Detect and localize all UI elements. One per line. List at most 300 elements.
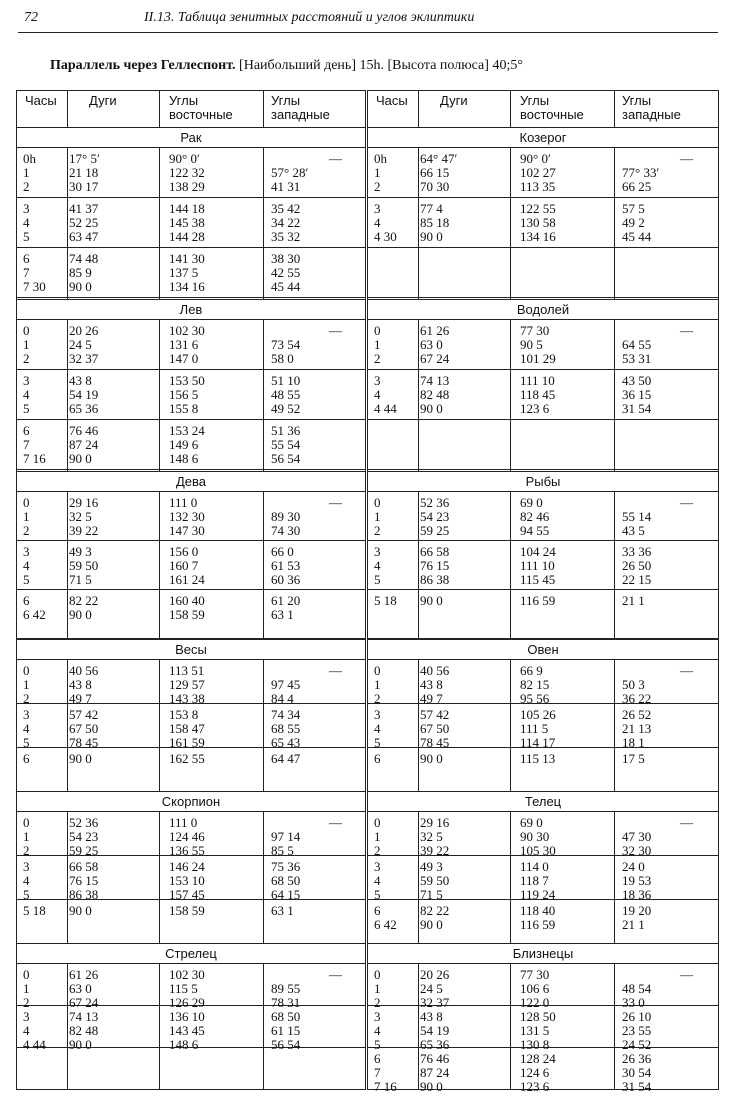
east-angle-cell: 158 59 [169, 607, 205, 622]
hour-cell: 2 [374, 691, 381, 706]
arc-cell: 59 25 [420, 523, 450, 538]
east-angle-cell: 119 24 [520, 887, 556, 902]
col-east [520, 94, 584, 122]
hour-cell: 2 [374, 843, 381, 858]
table-row [17, 860, 365, 874]
table-row [17, 968, 365, 982]
east-angle-cell: 95 56 [520, 691, 550, 706]
table-row [368, 352, 718, 366]
col-west-line1: Углы [622, 93, 652, 108]
arc-cell: 82 22 [420, 903, 450, 918]
east-angle-cell: 111 10 [520, 373, 555, 388]
hour-cell: 3 [374, 201, 381, 216]
east-angle-cell: 111 10 [520, 558, 555, 573]
hour-cell: 5 [374, 735, 381, 750]
west-angle-cell: 17 5 [622, 751, 645, 766]
west-angle-cell: 77° 33′ [622, 165, 660, 180]
hour-cell: 4 [374, 1023, 381, 1038]
col-west [271, 94, 330, 122]
row-group [368, 148, 718, 198]
arc-cell: 29 16 [69, 495, 99, 510]
table-row [17, 180, 365, 194]
arc-cell: 90 0 [69, 451, 92, 466]
table-row [17, 496, 365, 510]
west-angle-cell: 65 43 [271, 735, 301, 750]
arc-cell: 49 3 [420, 859, 443, 874]
hour-cell: 5 [374, 887, 381, 902]
west-angle-cell: 33 36 [622, 544, 652, 559]
hour-cell: 2 [23, 995, 30, 1010]
row-group [368, 590, 718, 639]
arc-cell: 54 19 [420, 1023, 450, 1038]
east-angle-cell: 102 27 [520, 165, 556, 180]
west-angle-cell: 26 52 [622, 707, 652, 722]
east-angle-cell: 147 0 [169, 351, 199, 366]
zodiac-sign-header: Дева [17, 471, 365, 492]
hour-cell: 6 [374, 1051, 381, 1066]
row-group [17, 370, 365, 420]
west-angle-cell: 51 36 [271, 423, 301, 438]
table-row [17, 1024, 365, 1038]
east-angle-cell: 116 59 [520, 917, 556, 932]
hour-cell: 0 [23, 323, 30, 338]
west-angle-cell: — [329, 495, 342, 510]
table-row [368, 968, 718, 982]
east-angle-cell: 77 30 [520, 323, 550, 338]
arc-cell: 74 13 [69, 1009, 99, 1024]
row-group [368, 320, 718, 370]
hour-cell: 3 [374, 1009, 381, 1024]
table-row [17, 338, 365, 352]
west-angle-cell: 45 44 [271, 279, 301, 294]
hour-cell: 3 [374, 707, 381, 722]
east-angle-cell: 82 15 [520, 677, 550, 692]
arc-cell: 87 24 [420, 1065, 450, 1080]
arc-cell: 57 42 [420, 707, 450, 722]
arc-cell: 90 0 [69, 607, 92, 622]
hour-cell: 5 [23, 401, 30, 416]
east-angle-cell: 129 57 [169, 677, 205, 692]
arc-cell: 49 7 [420, 691, 443, 706]
east-angle-cell: 105 30 [520, 843, 556, 858]
col-hours: Часы [376, 93, 408, 108]
table-row [368, 402, 718, 416]
east-angle-cell: 90 5 [520, 337, 543, 352]
col-west [622, 94, 681, 122]
hour-cell: 1 [374, 509, 381, 524]
table-row [17, 402, 365, 416]
arc-cell: 82 48 [69, 1023, 99, 1038]
table-row [368, 982, 718, 996]
table-row [17, 216, 365, 230]
east-angle-cell: 160 40 [169, 593, 205, 608]
col-east [169, 94, 233, 122]
table-row [17, 708, 365, 722]
table-row [368, 388, 718, 402]
west-angle-cell: — [680, 495, 693, 510]
hour-cell: 0 [23, 663, 30, 678]
east-angle-cell: 69 0 [520, 495, 543, 510]
row-group [17, 1048, 365, 1089]
hour-cell: 3 [374, 373, 381, 388]
east-angle-cell: 106 6 [520, 981, 550, 996]
hour-cell: 6 42 [23, 607, 46, 622]
row-group [17, 492, 365, 541]
west-angle-cell: 34 22 [271, 215, 301, 230]
table-row [17, 722, 365, 736]
arc-cell: 90 0 [420, 751, 443, 766]
row-group [17, 812, 365, 856]
arc-cell: 32 5 [420, 829, 443, 844]
arc-cell: 43 8 [420, 677, 443, 692]
hour-cell: 7 [374, 1065, 381, 1080]
row-group [17, 590, 365, 639]
east-angle-cell: 143 45 [169, 1023, 205, 1038]
table-row [368, 559, 718, 573]
east-angle-cell: 156 5 [169, 387, 199, 402]
west-angle-cell: 30 54 [622, 1065, 652, 1080]
hour-cell: 6 [23, 423, 30, 438]
table-row [17, 266, 365, 280]
arc-cell: 41 37 [69, 201, 99, 216]
table-row [17, 452, 365, 466]
east-angle-cell: 115 5 [169, 981, 198, 996]
table-row [368, 524, 718, 538]
east-angle-cell: 90° 0′ [169, 151, 200, 166]
hour-cell: 1 [374, 337, 381, 352]
hour-cell: 2 [23, 691, 30, 706]
west-angle-cell: 53 31 [622, 351, 652, 366]
col-west-line1: Углы [271, 93, 301, 108]
arc-cell: 20 26 [69, 323, 99, 338]
row-group [368, 660, 718, 704]
table-right-half [367, 90, 719, 1094]
west-angle-cell: 19 20 [622, 903, 652, 918]
arc-cell: 90 0 [420, 229, 443, 244]
west-angle-cell: 55 14 [622, 509, 652, 524]
arc-cell: 63 47 [69, 229, 99, 244]
hour-cell: 4 [374, 873, 381, 888]
arc-cell: 57 42 [69, 707, 99, 722]
arc-cell: 21 18 [69, 165, 99, 180]
col-east-line1: Углы [520, 93, 550, 108]
east-angle-cell: 77 30 [520, 967, 550, 982]
east-angle-cell: 144 28 [169, 229, 205, 244]
west-angle-cell: 50 3 [622, 677, 645, 692]
hour-cell: 0 [23, 967, 30, 982]
arc-cell: 90 0 [420, 593, 443, 608]
arc-cell: 71 5 [69, 572, 92, 587]
arc-cell: 76 46 [420, 1051, 450, 1066]
arc-cell: 74 48 [69, 251, 99, 266]
arc-cell: 78 45 [420, 735, 450, 750]
west-angle-cell: 89 55 [271, 981, 301, 996]
table-row [17, 678, 365, 692]
west-angle-cell: 78 31 [271, 995, 301, 1010]
west-angle-cell: 60 36 [271, 572, 301, 587]
east-angle-cell: 122 0 [520, 995, 550, 1010]
table-row [368, 874, 718, 888]
arc-cell: 85 9 [69, 265, 92, 280]
east-angle-cell: 145 38 [169, 215, 205, 230]
arc-cell: 63 0 [420, 337, 443, 352]
hour-cell: 7 16 [23, 451, 46, 466]
header-rule [18, 32, 718, 33]
arc-cell: 70 30 [420, 179, 450, 194]
west-angle-cell: 66 0 [271, 544, 294, 559]
row-group [368, 198, 718, 248]
arc-cell: 90 0 [420, 917, 443, 932]
table-row [17, 594, 365, 608]
arc-cell: 90 0 [69, 1037, 92, 1052]
arc-cell: 52 25 [69, 215, 99, 230]
arc-cell: 76 46 [69, 423, 99, 438]
hour-cell: 0 [374, 323, 381, 338]
arc-cell: 61 26 [69, 967, 99, 982]
west-angle-cell: 35 42 [271, 201, 301, 216]
hour-cell: 3 [23, 707, 30, 722]
table-row [368, 1052, 718, 1066]
west-angle-cell: 49 52 [271, 401, 301, 416]
arc-cell: 24 5 [69, 337, 92, 352]
west-angle-cell: 51 10 [271, 373, 301, 388]
east-angle-cell: 90 30 [520, 829, 550, 844]
arc-cell: 76 15 [420, 558, 450, 573]
table-row [17, 374, 365, 388]
table-row [368, 1066, 718, 1080]
table-row [17, 388, 365, 402]
east-angle-cell: 128 24 [520, 1051, 556, 1066]
hour-cell: 2 [374, 179, 381, 194]
west-angle-cell: 18 1 [622, 735, 645, 750]
zodiac-sign-header: Козерог [368, 127, 718, 148]
west-angle-cell: 26 10 [622, 1009, 652, 1024]
west-angle-cell: 21 1 [622, 917, 645, 932]
row-group [17, 420, 365, 470]
hour-cell: 5 [23, 229, 30, 244]
hour-cell: 2 [374, 351, 381, 366]
east-angle-cell: 114 17 [520, 735, 556, 750]
west-angle-cell: 22 15 [622, 572, 652, 587]
hour-cell: 4 44 [374, 401, 397, 416]
east-angle-cell: 94 55 [520, 523, 550, 538]
table-row [368, 166, 718, 180]
east-angle-cell: 116 59 [520, 593, 556, 608]
east-angle-cell: 105 26 [520, 707, 556, 722]
east-angle-cell: 115 45 [520, 572, 556, 587]
table-subtitle [50, 58, 523, 74]
row-group [17, 148, 365, 198]
hour-cell: 3 [23, 859, 30, 874]
west-angle-cell: 66 25 [622, 179, 652, 194]
hour-cell: 2 [23, 523, 30, 538]
east-angle-cell: 134 16 [520, 229, 556, 244]
east-angle-cell: 161 59 [169, 735, 205, 750]
table-row [17, 510, 365, 524]
zodiac-sign-header: Скорпион [17, 791, 365, 812]
east-angle-cell: 114 0 [520, 859, 549, 874]
column-headers [17, 91, 365, 128]
hour-cell: 6 [374, 903, 381, 918]
west-angle-cell: 61 20 [271, 593, 301, 608]
west-angle-cell: 64 15 [271, 887, 301, 902]
west-angle-cell: 75 36 [271, 859, 301, 874]
arc-cell: 29 16 [420, 815, 450, 830]
table-row [368, 918, 718, 932]
west-angle-cell: 97 45 [271, 677, 301, 692]
west-angle-cell: 84 4 [271, 691, 294, 706]
west-angle-cell: 21 13 [622, 721, 652, 736]
west-angle-cell: 24 0 [622, 859, 645, 874]
pole-height-value: 40;5° [492, 58, 523, 73]
east-angle-cell: 66 9 [520, 663, 543, 678]
hour-cell: 4 [23, 215, 30, 230]
arc-cell: 63 0 [69, 981, 92, 996]
west-angle-cell: — [680, 151, 693, 166]
hour-cell: 5 [374, 1037, 381, 1052]
west-angle-cell: — [329, 151, 342, 166]
west-angle-cell: 42 55 [271, 265, 301, 280]
page-header [24, 10, 714, 32]
hour-cell: 7 16 [374, 1079, 397, 1094]
table-row [17, 202, 365, 216]
table-row [17, 438, 365, 452]
east-angle-cell: 128 50 [520, 1009, 556, 1024]
east-angle-cell: 148 6 [169, 451, 199, 466]
arc-cell: 32 37 [69, 351, 99, 366]
west-angle-cell: — [329, 815, 342, 830]
hour-cell: 4 44 [23, 1037, 46, 1052]
table-row [368, 216, 718, 230]
hour-cell: 3 [23, 1009, 30, 1024]
row-group [17, 660, 365, 704]
hour-cell: 4 [23, 1023, 30, 1038]
table-row [17, 664, 365, 678]
west-angle-cell: — [680, 815, 693, 830]
east-angle-cell: 146 24 [169, 859, 205, 874]
east-angle-cell: 134 16 [169, 279, 205, 294]
west-angle-cell: 63 1 [271, 607, 294, 622]
west-angle-cell: 85 5 [271, 843, 294, 858]
row-group [17, 900, 365, 944]
table-row [368, 678, 718, 692]
hour-cell: 5 [23, 735, 30, 750]
hour-cell: 1 [23, 337, 30, 352]
table-row [368, 152, 718, 166]
west-angle-cell: — [680, 967, 693, 982]
east-angle-cell: 82 46 [520, 509, 550, 524]
table-row [368, 1010, 718, 1024]
west-angle-cell: — [680, 323, 693, 338]
west-angle-cell: 23 55 [622, 1023, 652, 1038]
east-angle-cell: 123 6 [520, 1079, 550, 1094]
pole-height-label: [Высота полюса] [387, 58, 489, 73]
west-angle-cell: 74 34 [271, 707, 301, 722]
table-row [368, 594, 718, 608]
table-row [368, 180, 718, 194]
west-angle-cell: 45 44 [622, 229, 652, 244]
east-angle-cell: 143 38 [169, 691, 205, 706]
col-east-line1: Углы [169, 93, 199, 108]
west-angle-cell: 48 55 [271, 387, 301, 402]
east-angle-cell: 111 0 [169, 495, 198, 510]
east-angle-cell: 147 30 [169, 523, 205, 538]
table-row [17, 874, 365, 888]
hour-cell: 1 [374, 981, 381, 996]
east-angle-cell: 137 5 [169, 265, 199, 280]
zodiac-sign-header: Водолей [368, 299, 718, 320]
east-angle-cell: 157 45 [169, 887, 205, 902]
table-row [17, 545, 365, 559]
east-angle-cell: 155 8 [169, 401, 199, 416]
row-group [368, 856, 718, 900]
west-angle-cell: 26 50 [622, 558, 652, 573]
table-row [368, 1080, 718, 1094]
zodiac-sign-header: Телец [368, 791, 718, 812]
table-row [368, 324, 718, 338]
col-east-line2: восточные [520, 107, 584, 122]
arc-cell: 20 26 [420, 967, 450, 982]
west-angle-cell: 36 15 [622, 387, 652, 402]
hour-cell: 2 [23, 351, 30, 366]
hour-cell: 7 30 [23, 279, 46, 294]
col-east-line2: восточные [169, 107, 233, 122]
hour-cell: 4 [374, 721, 381, 736]
west-angle-cell: 68 50 [271, 1009, 301, 1024]
arc-cell: 54 19 [69, 387, 99, 402]
arc-cell: 90 0 [69, 279, 92, 294]
east-angle-cell: 130 58 [520, 215, 556, 230]
zodiac-sign-header: Лев [17, 299, 365, 320]
east-angle-cell: 124 6 [520, 1065, 550, 1080]
west-angle-cell: 68 50 [271, 873, 301, 888]
arc-cell: 90 0 [69, 751, 92, 766]
east-angle-cell: 158 59 [169, 903, 205, 918]
table-row [368, 664, 718, 678]
running-title: II.13. Таблица зенитных расстояний и углов эклиптики [144, 10, 475, 25]
table-row [368, 752, 718, 766]
arc-cell: 52 36 [420, 495, 450, 510]
row-group [368, 370, 718, 420]
west-angle-cell: 64 47 [271, 751, 301, 766]
hour-cell: 3 [23, 201, 30, 216]
east-angle-cell: 102 30 [169, 323, 205, 338]
hour-cell: 1 [23, 509, 30, 524]
west-angle-cell: 26 36 [622, 1051, 652, 1066]
table-row [368, 816, 718, 830]
hour-cell: 0 [374, 815, 381, 830]
west-angle-cell: — [329, 967, 342, 982]
arc-cell: 71 5 [420, 887, 443, 902]
east-angle-cell: 118 45 [520, 387, 556, 402]
table-row [17, 166, 365, 180]
hour-cell: 6 [23, 593, 30, 608]
table-row [368, 722, 718, 736]
west-angle-cell: 49 2 [622, 215, 645, 230]
east-angle-cell: 111 5 [520, 721, 549, 736]
arc-cell: 32 37 [420, 995, 450, 1010]
row-group [17, 964, 365, 1010]
table-row [17, 982, 365, 996]
hour-cell: 1 [23, 165, 30, 180]
row-group [368, 248, 718, 298]
east-angle-cell: 131 5 [520, 1023, 550, 1038]
west-angle-cell: — [680, 663, 693, 678]
east-angle-cell: 111 0 [169, 815, 198, 830]
table-row [368, 374, 718, 388]
table-row [17, 324, 365, 338]
arc-cell: 43 8 [69, 677, 92, 692]
